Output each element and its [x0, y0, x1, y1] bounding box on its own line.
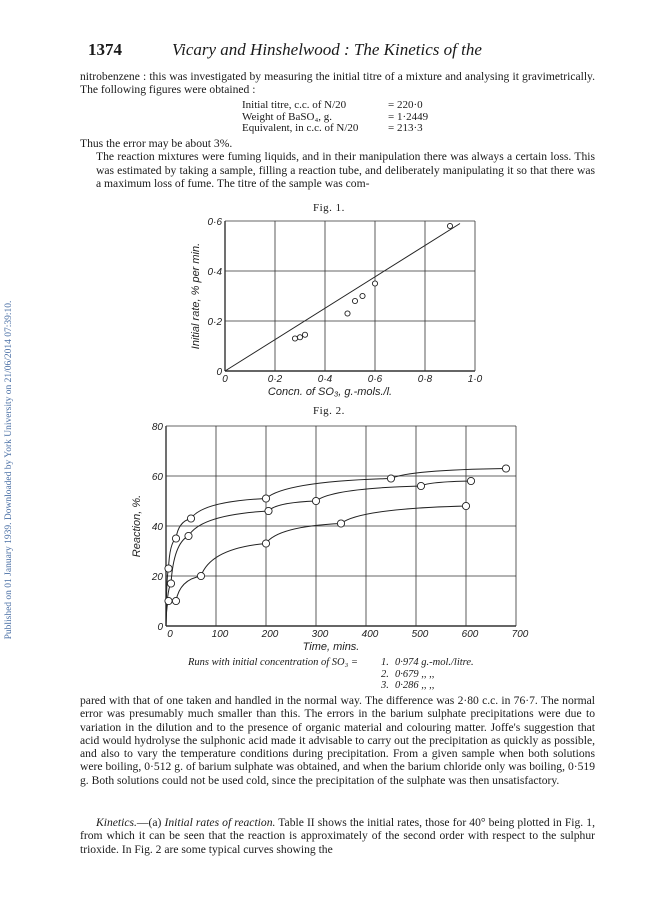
x-tick-label: 500	[411, 629, 429, 640]
data-point-series-1	[502, 465, 509, 472]
measurement-value: = 220·0	[388, 99, 423, 111]
data-point-series-3	[462, 502, 469, 509]
data-point	[297, 335, 302, 340]
x-tick-label: 200	[261, 629, 279, 640]
caption-run-value: 0·679 ,, ,,	[395, 668, 435, 680]
fig1-label: Fig. 1.	[313, 202, 345, 214]
y-tick-label: 0	[157, 622, 163, 633]
x-axis-label: Concn. of SO₃, g.-mols./l.	[267, 386, 393, 398]
x-tick-label: 0	[167, 629, 173, 640]
measurement-label: Weight of BaSO₄, g.	[242, 110, 333, 123]
x-tick-label: 0·2	[267, 374, 283, 385]
data-point-series-1	[262, 495, 269, 502]
caption-run-number: 3.	[381, 680, 389, 691]
x-tick-label: 700	[511, 629, 529, 640]
data-point-series-3	[172, 597, 179, 604]
data-point	[372, 281, 377, 286]
x-tick-label: 400	[361, 629, 379, 640]
y-tick-label: 60	[151, 472, 163, 483]
x-tick-label: 0·6	[367, 374, 383, 385]
fig2-caption	[188, 657, 505, 692]
fig1-chart	[150, 215, 510, 407]
caption-run-value: 0·974 g.-mol./litre.	[395, 657, 474, 668]
y-tick-label: 0·4	[207, 267, 222, 278]
data-point-series-1	[165, 565, 172, 572]
x-tick-label: 300	[311, 629, 329, 640]
measurement-value: = 213·3	[388, 122, 423, 134]
data-point-series-2	[167, 580, 174, 587]
data-point	[360, 293, 365, 298]
x-tick-label: 100	[211, 629, 229, 640]
paragraph-4-body: Table II shows the initial rates, those for 40° being plotted in Fig. 1, from which it can be seen that the reaction is approximately of the second order with respect to the sulphur trioxide. In Fig. 2 are some typical curves showing the	[80, 816, 595, 856]
data-point	[345, 311, 350, 316]
measurement-label: Equivalent, in c.c. of N/20	[242, 122, 359, 134]
y-tick-label: 20	[151, 572, 163, 583]
measurement-row	[242, 100, 448, 112]
data-point-series-2	[417, 482, 424, 489]
running-title: Vicary and Hinshelwood : The Kinetics of the	[172, 40, 482, 59]
paragraph-3: pared with that of one taken and handled in the normal way. The difference was 2·80 c.c. in 76·7. The normal error was presumably much smaller than this. The errors in the barium sulphate precipitations were due to variation in the dilution and to the presence of organic material and colouring matter. Joffe's suggestion that acid would hydrolyse the sulphonic acid made it advisable to carry out the precipitation as quickly as possible, and also to vary the temperature conditions during precipitation. From a given sample when both solutions were boiling, 0·512 g. of barium sulphate was obtained, and when the barium chloride only was boiling, 0·519 g. Both solutions could not be used cold, since the precipitation of the sulphate was then unsatisfactory.	[80, 694, 595, 787]
caption-run-number: 2.	[381, 668, 389, 680]
data-point-series-3	[197, 572, 204, 579]
y-tick-label: 0·2	[207, 317, 222, 328]
series-curve-1	[166, 469, 506, 627]
data-point-series-1	[187, 515, 194, 522]
data-point-series-2	[312, 497, 319, 504]
y-tick-label: 80	[151, 422, 163, 433]
data-point-series-3	[337, 520, 344, 527]
y-axis-label: Reaction, %.	[131, 494, 143, 558]
data-point-series-1	[172, 535, 179, 542]
measurement-row	[242, 123, 448, 135]
x-tick-label: 0	[222, 374, 228, 385]
data-point-series-1	[387, 475, 394, 482]
subsection-heading: Initial rates of reaction.	[164, 816, 276, 829]
measurement-table	[242, 100, 448, 135]
x-axis-label: Time, mins.	[302, 641, 360, 653]
caption-run-number: 1.	[381, 657, 389, 668]
fig2-chart	[128, 420, 538, 660]
data-point-series-2	[467, 477, 474, 484]
data-point-series-3	[262, 540, 269, 547]
x-tick-label: 1·0	[467, 374, 483, 385]
data-point-series-2	[265, 507, 272, 514]
x-tick-label: 600	[461, 629, 479, 640]
data-point	[302, 332, 307, 337]
y-tick-label: 0	[216, 367, 222, 378]
caption-lead: Runs with initial concentration of SO₃ =	[188, 657, 358, 668]
paragraph-1: nitrobenzene : this was investigated by measuring the initial titre of a mixture and analysing it gravimetrically. The following figures were obtained :	[80, 70, 595, 97]
x-tick-label: 0·8	[417, 374, 433, 385]
paragraph-2	[80, 137, 595, 190]
y-tick-label: 0·6	[207, 217, 222, 228]
paragraph-2-body: The reaction mixtures were fuming liquids, and in their manipulation there was always a certain loss. This was estimated by taking a sample, filling a reaction tube, and deliberately manipulating it so that there was a maximum loss of fume. The titre of the sample was com-	[96, 150, 595, 190]
y-tick-label: 40	[151, 522, 163, 533]
data-point	[292, 336, 297, 341]
measurement-label: Initial titre, c.c. of N/20	[242, 99, 347, 111]
side-note: Published on 01 January 1939. Downloaded by York University on 21/06/2014 07:39:10.	[4, 300, 14, 640]
paragraph-4: Kinetics.—(a) Initial rates of reaction. Table II shows the initial rates, those for 40° being plotted in Fig. 1, from which it can be seen that the reaction is approximately of the second order with respect to the sulphur trioxide. In Fig. 2 are some typical curves showing the	[80, 816, 595, 856]
measurement-value: = 1·2449	[388, 110, 429, 123]
data-point	[352, 298, 357, 303]
x-tick-label: 0·4	[317, 374, 333, 385]
caption-run-value: 0·286 ,, ,,	[395, 680, 435, 691]
paragraph-2-first-line: Thus the error may be about 3%.	[80, 137, 233, 150]
data-point-series-2	[185, 532, 192, 539]
data-point-series-3	[165, 597, 172, 604]
data-point	[447, 223, 452, 228]
section-heading: Kinetics.	[96, 816, 137, 829]
page-number: 1374	[88, 40, 122, 59]
y-axis-label: Initial rate, % per min.	[190, 242, 202, 350]
fig2-label: Fig. 2.	[313, 405, 345, 417]
